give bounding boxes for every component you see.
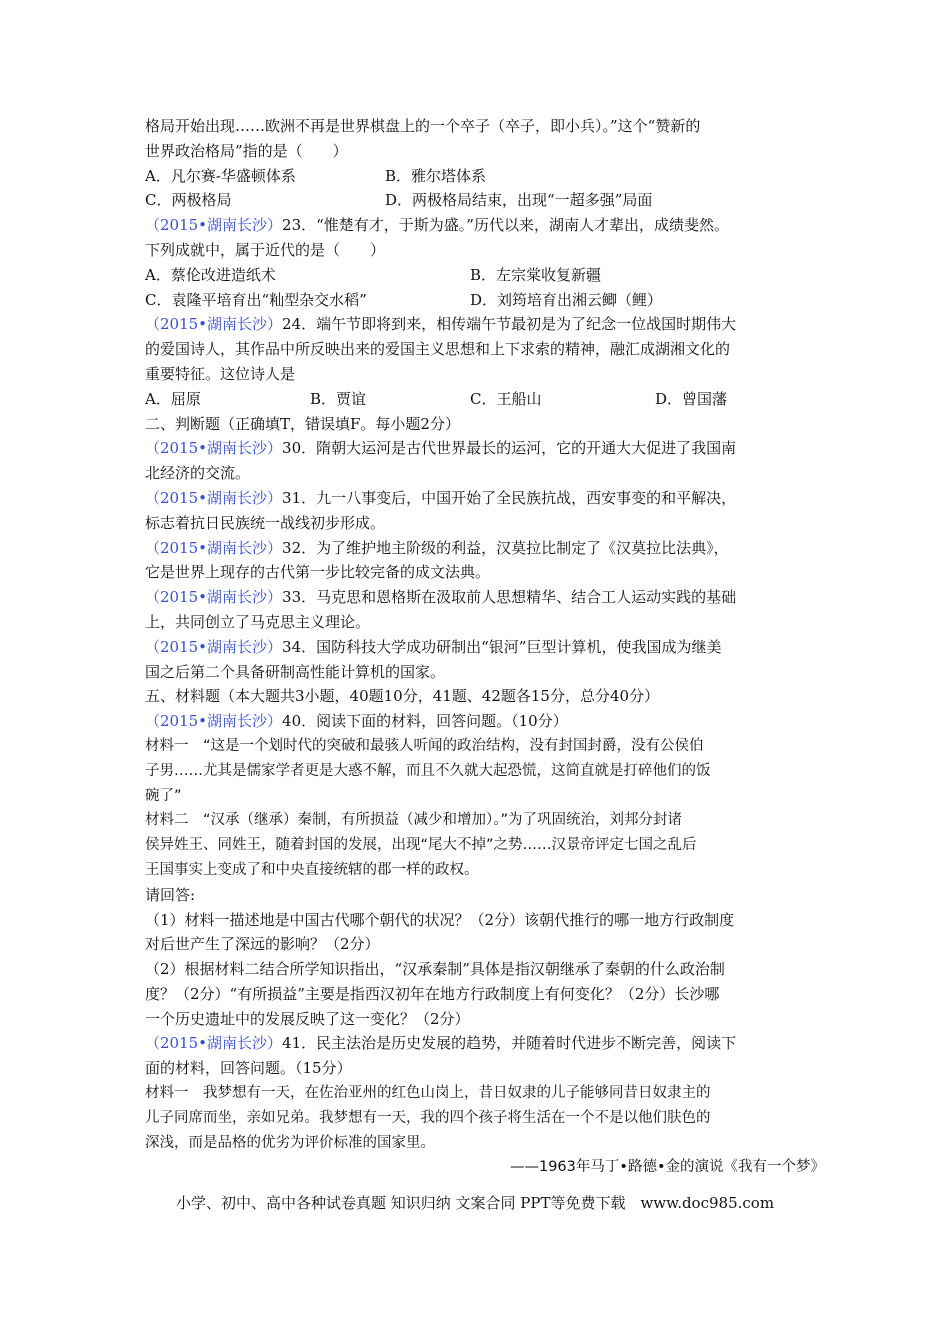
q22-option-b: B．雅尔塔体系 xyxy=(385,166,487,185)
source-tag: （2015•湖南长沙） xyxy=(145,538,283,557)
source-tag: （2015•湖南长沙） xyxy=(145,588,283,607)
q24-line3: 重要特征。这位诗人是 xyxy=(145,364,296,383)
q30-line2: 北经济的交流。 xyxy=(145,464,251,483)
source-tag: （2015•湖南长沙） xyxy=(145,439,283,458)
exam-page xyxy=(145,114,825,1180)
material-2-line1: 材料二 “汉承（继承）秦制，有所损益（减少和增加）。”为了巩固统治，刘邦分封诸 xyxy=(145,812,683,829)
footer-watermark: 小学、初中、高中各种试卷真题 知识归纳 文案合同 PPT等免费下载 www.doc985.com xyxy=(175,1194,775,1212)
material-1-line1: 材料一 “这是一个划时代的突破和最骇人听闻的政治结构，没有封国封爵，没有公侯伯 xyxy=(145,737,704,754)
q24-option-b: B．贾谊 xyxy=(310,389,367,408)
q24-line1: （2015•湖南长沙）24．端午节即将到来，相传端午节最初是为了纪念一位战国时期伟大 xyxy=(145,315,737,334)
q22-options-row1 xyxy=(145,164,825,189)
q23-line1: （2015•湖南长沙）23．“惟楚有才，于斯为盛。”历代以来，湖南人才辈出，成绩斐然。 xyxy=(145,216,729,235)
q33-line2: 上，共同创立了马克思主义理论。 xyxy=(145,612,371,631)
section-2-heading: 二、判断题（正确填T，错误填F。每小题2分） xyxy=(145,414,460,433)
q41-line2: 面的材料，回答问题。（15分） xyxy=(145,1059,352,1078)
q31-line2: 标志着抗日民族统一战线初步形成。 xyxy=(145,513,386,532)
q24-options xyxy=(145,387,825,412)
q40-sub1-line2: 对后世产生了深远的影响？（2分） xyxy=(145,935,380,954)
section-5-heading: 五、材料题（本大题共3小题，40题10分，41题、42题各15分，总分40分） xyxy=(145,687,660,706)
q41-material-source: ——1963年马丁•路德•金的演说《我有一个梦》 xyxy=(509,1159,825,1176)
q32-line2: 它是世界上现存的古代第一步比较完备的成文法典。 xyxy=(145,563,491,582)
material-2-line3: 王国事实上变成了和中央直接统辖的郡一样的政权。 xyxy=(145,861,479,878)
q22-option-d: D．两极格局结束，出现“一超多强”局面 xyxy=(385,191,653,210)
q22-option-c: C．两极格局 xyxy=(145,191,232,210)
q23-options-row2 xyxy=(145,288,825,313)
q24-option-a: A．屈原 xyxy=(145,389,201,408)
source-tag: （2015•湖南长沙） xyxy=(145,712,283,731)
material-2-line2: 侯异姓王、同姓王，随着封国的发展，出现“尾大不掉”之势……汉景帝评定七国之乱后 xyxy=(145,837,697,854)
q41-material-1-line2: 儿子同席而坐，亲如兄弟。我梦想有一天，我的四个孩子将生活在一个不是以他们肤色的 xyxy=(145,1109,711,1126)
source-tag: （2015•湖南长沙） xyxy=(145,315,283,334)
q23-option-c: C．袁隆平培育出“籼型杂交水稻” xyxy=(145,290,367,309)
source-tag: （2015•湖南长沙） xyxy=(145,637,283,656)
q40-sub2-line1: （2）根据材料二结合所学知识指出，“汉承秦制”具体是指汉朝继承了秦朝的什么政治制 xyxy=(145,960,725,979)
q22-options-row2 xyxy=(145,188,825,213)
material-1-line3: 碗了” xyxy=(145,787,182,804)
q41-material-1-line1: 材料一 我梦想有一天，在佐治亚州的红色山岗上，昔日奴隶的儿子能够同昔日奴隶主的 xyxy=(145,1085,711,1102)
q34-line2: 国之后第二个具备研制高性能计算机的国家。 xyxy=(145,662,446,681)
q24-option-d: D．曾国藩 xyxy=(655,389,728,408)
q33-line1: （2015•湖南长沙）33．马克思和恩格斯在汲取前人思想精华、结合工人运动实践的基础 xyxy=(145,588,737,607)
ask-label: 请回答: xyxy=(145,885,196,904)
q22-stem-line1: 格局开始出现……欧洲不再是世界棋盘上的一个卒子（卒子，即小兵）。”这个“赞新的 xyxy=(145,117,701,135)
q40-sub1-line1: （1）材料一描述地是中国古代哪个朝代的状况？（2分）该朝代推行的哪一地方行政制度 xyxy=(145,910,735,929)
q34-line1: （2015•湖南长沙）34．国防科技大学成功研制出“银河”巨型计算机，使我国成为继美 xyxy=(145,637,722,656)
q23-line2: 下列成就中，属于近代的是（ ） xyxy=(145,240,386,259)
q23-option-b: B．左宗棠收复新疆 xyxy=(470,265,602,284)
q23-options-row1 xyxy=(145,263,825,288)
q40-line1: （2015•湖南长沙）40．阅读下面的材料，回答问题。（10分） xyxy=(145,712,568,731)
q40-sub2-line2: 度？（2分）“有所损益”主要是指西汉初年在地方行政制度上有何变化？（2分）长沙哪 xyxy=(145,984,720,1003)
source-tag: （2015•湖南长沙） xyxy=(145,216,283,235)
material-1-line2: 子男……尤其是儒家学者更是大惑不解，而且不久就大起恐慌，这简直就是打碎他们的饭 xyxy=(145,762,711,779)
q22-stem-line2: 世界政治格局”指的是（ ） xyxy=(145,141,348,160)
q22-option-a: A．凡尔赛-华盛顿体系 xyxy=(145,166,296,185)
q41-material-1-line3: 深浅，而是品格的优劣为评价标准的国家里。 xyxy=(145,1134,435,1151)
q24-option-c: C．王船山 xyxy=(470,389,542,408)
q40-sub2-line3: 一个历史遗址中的发展反映了这一变化？（2分） xyxy=(145,1009,470,1028)
q23-option-a: A．蔡伦改进造纸术 xyxy=(145,265,276,284)
q41-line1: （2015•湖南长沙）41．民主法治是历史发展的趋势，并随着时代进步不断完善，阅读下 xyxy=(145,1034,737,1053)
source-tag: （2015•湖南长沙） xyxy=(145,1034,283,1053)
source-tag: （2015•湖南长沙） xyxy=(145,488,283,507)
q32-line1: （2015•湖南长沙）32．为了维护地主阶级的利益，汉莫拉比制定了《汉莫拉比法典》， xyxy=(145,538,729,557)
q24-line2: 的爱国诗人，其作品中所反映出来的爱国主义思想和上下求索的精神，融汇成湖湘文化的 xyxy=(145,340,731,359)
q31-line1: （2015•湖南长沙）31．九一八事变后，中国开始了全民族抗战，西安事变的和平解决， xyxy=(145,488,737,507)
q30-line1: （2015•湖南长沙）30．隋朝大运河是古代世界最长的运河，它的开通大大促进了我国南 xyxy=(145,439,737,458)
q23-option-d: D．刘筠培育出湘云鲫（鲤） xyxy=(470,290,663,309)
